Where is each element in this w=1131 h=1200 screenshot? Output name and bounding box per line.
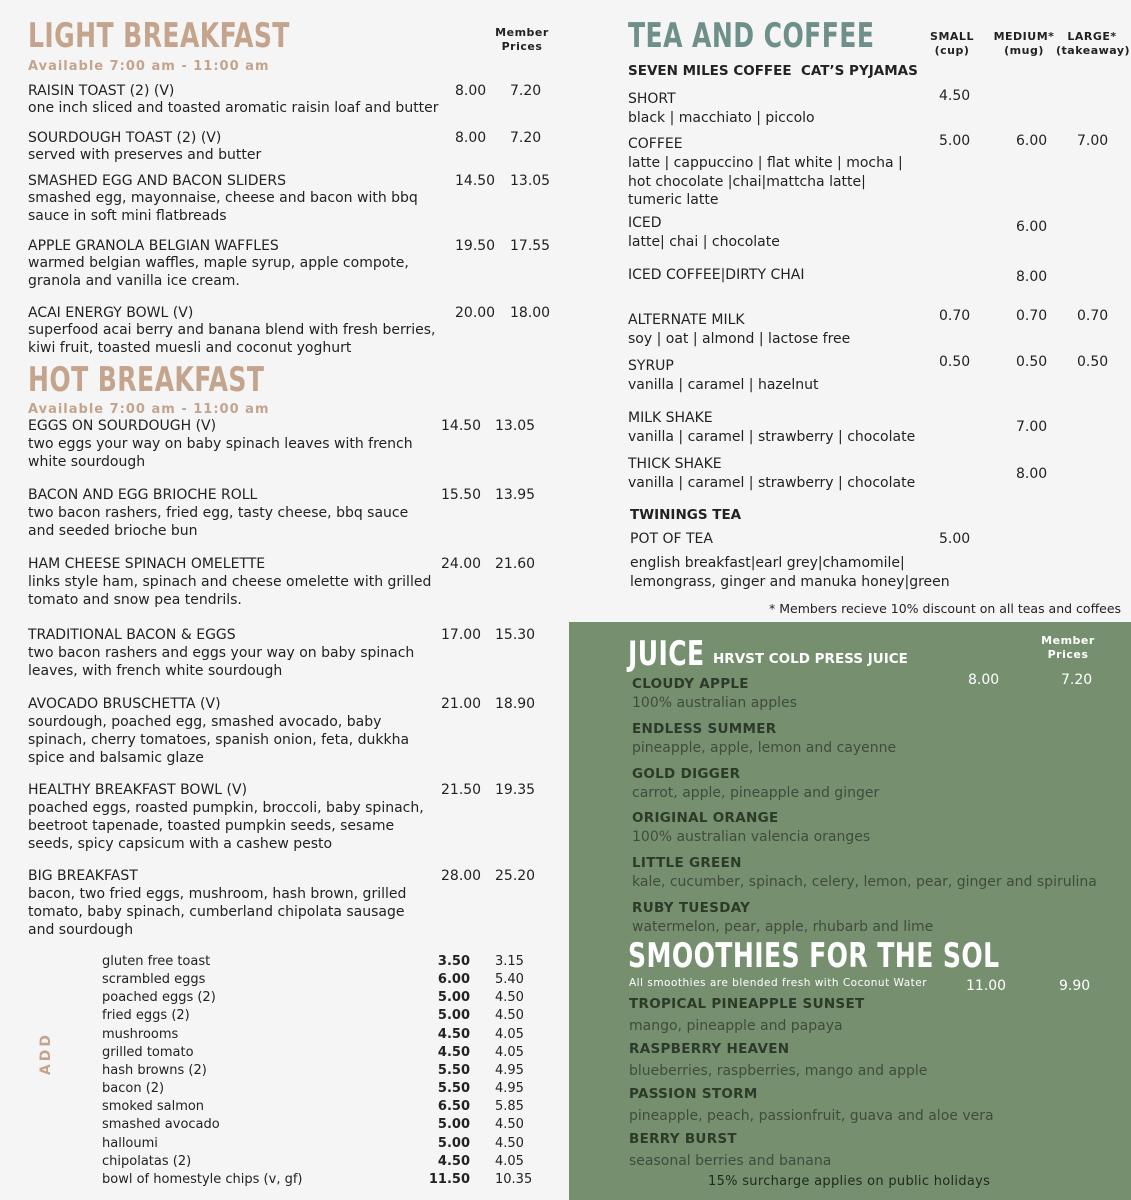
- drink-desc: soy | oat | almond | lactose free: [628, 331, 851, 347]
- menu-item-desc: smashed egg, mayonnaise, cheese and bacon with bbq: [28, 190, 418, 206]
- drink-desc: tumeric latte: [628, 192, 719, 208]
- add-on-member-price: 4.05: [495, 1026, 524, 1042]
- menu-item-name: APPLE GRANOLA BELGIAN WAFFLES: [28, 238, 279, 254]
- surcharge-note: 15% surcharge applies on public holidays: [708, 1174, 991, 1189]
- menu-item-name: SMASHED EGG AND BACON SLIDERS: [28, 173, 287, 189]
- drink-desc: latte | cappuccino | flat white | mocha |: [628, 155, 903, 171]
- tea-coffee-title: TEA AND COFFEE: [628, 16, 875, 56]
- juice-title: JUICE: [628, 634, 705, 674]
- add-on-name: hash browns (2): [102, 1062, 207, 1078]
- menu-item-price: 21.00: [441, 696, 482, 712]
- drink-name: SHORT: [628, 91, 676, 107]
- juice-desc: 100% australian apples: [632, 695, 797, 711]
- member-prices-header: Member Prices: [495, 26, 549, 53]
- menu-item-desc: and sourdough: [28, 922, 134, 939]
- twinings-tea-header: TWININGS TEA: [630, 507, 742, 523]
- menu-item-desc: white sourdough: [28, 454, 146, 471]
- menu-item-price: 8.00: [455, 83, 487, 99]
- smoothies-note: All smoothies are blended fresh with Coconut Water: [629, 977, 928, 989]
- add-on-name: chipolatas (2): [102, 1153, 192, 1169]
- add-on-name: scrambled eggs: [102, 972, 206, 988]
- menu-item-price: 20.00: [455, 305, 496, 321]
- menu-item-price: 17.00: [441, 627, 482, 643]
- menu-item-price: 24.00: [441, 556, 482, 572]
- drink-price-medium: 7.00: [1016, 419, 1048, 435]
- add-on-price: 5.00: [437, 1008, 470, 1024]
- menu-item-member-price: 19.35: [495, 782, 536, 798]
- pot-of-tea-desc-1: english breakfast|earl grey|chamomile|: [630, 555, 905, 571]
- menu-item-member-price: 7.20: [510, 83, 542, 99]
- juice-member-price: 7.20: [1061, 672, 1093, 688]
- drink-desc: latte| chai | chocolate: [628, 234, 780, 250]
- menu-item-desc: tomato and snow pea tendrils.: [28, 592, 242, 609]
- juice-member-prices-header: Member Prices: [1041, 634, 1095, 661]
- menu-item-desc: sourdough, poached egg, smashed avocado, baby: [28, 714, 382, 730]
- add-on-price: 5.00: [437, 1117, 470, 1133]
- add-on-price: 4.50: [437, 1153, 470, 1169]
- light-breakfast-hours: Available 7:00 am - 11:00 am: [28, 59, 270, 74]
- add-on-member-price: 4.50: [495, 1135, 524, 1151]
- smoothies-title: SMOOTHIES FOR THE SOL: [628, 936, 1000, 976]
- menu-item-name: EGGS ON SOURDOUGH (V): [28, 418, 217, 434]
- add-on-name: smoked salmon: [102, 1099, 205, 1115]
- menu-item-desc: spinach, cherry tomatoes, spanish onion, feta, dukkha: [28, 732, 410, 749]
- hot-breakfast-hours: Available 7:00 am - 11:00 am: [28, 402, 270, 417]
- add-on-name: smashed avocado: [102, 1117, 220, 1133]
- menu-item-price: 8.00: [455, 130, 487, 146]
- menu-item-name: SOURDOUGH TOAST (2) (V): [28, 130, 222, 146]
- menu-item-member-price: 15.30: [495, 627, 536, 643]
- add-on-member-price: 4.50: [495, 1117, 524, 1133]
- add-on-member-price: 5.40: [495, 972, 524, 988]
- add-on-price: 5.50: [437, 1081, 470, 1097]
- add-on-member-price: 5.85: [495, 1099, 524, 1115]
- juice-name: LITTLE GREEN: [632, 855, 742, 872]
- add-on-name: bacon (2): [102, 1081, 165, 1097]
- menu-item-desc: kiwi fruit, toasted muesli and coconut yoghurt: [28, 339, 352, 356]
- add-on-name: mushrooms: [102, 1026, 179, 1042]
- drink-desc: black | macchiato | piccolo: [628, 110, 815, 126]
- menu-item-price: 28.00: [441, 868, 482, 884]
- size-medium-header: MEDIUM* (mug): [993, 30, 1055, 57]
- menu-item-name: BACON AND EGG BRIOCHE ROLL: [28, 487, 258, 503]
- add-on-member-price: 3.15: [495, 954, 524, 969]
- smoothie-desc: pineapple, peach, passionfruit, guava and aloe vera: [629, 1108, 994, 1124]
- menu-item-desc: links style ham, spinach and cheese omelette with grilled: [28, 574, 432, 590]
- add-on-name: grilled tomato: [102, 1044, 194, 1060]
- pot-of-tea-price: 5.00: [939, 531, 971, 547]
- add-on-price: 6.00: [437, 972, 470, 988]
- menu-item-price: 14.50: [441, 418, 482, 434]
- juice-name: CLOUDY APPLE: [632, 676, 749, 692]
- hot-breakfast-title: HOT BREAKFAST: [28, 360, 265, 400]
- menu-item-name: TRADITIONAL BACON & EGGS: [28, 627, 236, 643]
- menu-item-desc: seeds, spicy capsicum with a cashew pesto: [28, 836, 333, 853]
- add-on-member-price: 4.50: [495, 990, 524, 1006]
- drink-price-medium: 6.00: [1016, 133, 1048, 149]
- menu-item-member-price: 13.95: [495, 487, 536, 503]
- add-on-name: fried eggs (2): [102, 1008, 190, 1024]
- drink-price-small: 5.00: [939, 133, 971, 149]
- juice-desc: 100% australian valencia oranges: [632, 829, 871, 846]
- smoothie-price: 11.00: [966, 978, 1007, 994]
- add-on-price: 11.50: [428, 1171, 470, 1187]
- add-on-name: halloumi: [102, 1135, 158, 1151]
- juice-desc: carrot, apple, pineapple and ginger: [632, 784, 880, 801]
- add-label: ADD: [38, 1032, 54, 1076]
- menu-item-name: HEALTHY BREAKFAST BOWL (V): [28, 782, 248, 798]
- drink-desc: vanilla | caramel | hazelnut: [628, 377, 819, 393]
- menu-item-price: 21.50: [441, 782, 482, 798]
- menu-item-desc: and seeded brioche bun: [28, 523, 198, 540]
- menu-item-desc: two bacon rashers, fried egg, tasty cheese, bbq sauce: [28, 505, 409, 521]
- pot-of-tea-name: POT OF TEA: [630, 531, 713, 547]
- menu-item-desc: beetroot tapenade, toasted pumpkin seeds, sesame: [28, 818, 395, 835]
- menu-item-desc: spice and balsamic glaze: [28, 750, 204, 767]
- menu-item-name: BIG BREAKFAST: [28, 868, 138, 884]
- smoothie-member-price: 9.90: [1059, 978, 1091, 994]
- menu-item-price: 15.50: [441, 487, 482, 503]
- add-on-name: bowl of homestyle chips (v, gf): [102, 1171, 303, 1187]
- menu-item-member-price: 13.05: [510, 173, 551, 189]
- add-on-price: 5.00: [437, 990, 470, 1006]
- smoothie-name: PASSION STORM: [629, 1086, 758, 1102]
- smoothie-name: BERRY BURST: [629, 1131, 737, 1147]
- menu-item-member-price: 25.20: [495, 868, 536, 884]
- smoothie-name: RASPBERRY HEAVEN: [629, 1041, 790, 1057]
- add-on-price: 6.50: [437, 1099, 470, 1115]
- drink-price-large: 0.50: [1077, 354, 1109, 370]
- add-on-name: poached eggs (2): [102, 990, 216, 1006]
- menu-item-desc: leaves, with french white sourdough: [28, 663, 283, 680]
- juice-desc: kale, cucumber, spinach, celery, lemon, pear, ginger and spirulina: [632, 874, 1097, 891]
- menu-item-desc: warmed belgian waffles, maple syrup, apple compote,: [28, 255, 409, 271]
- juice-name: GOLD DIGGER: [632, 765, 741, 782]
- add-on-member-price: 4.05: [495, 1044, 524, 1060]
- menu-item-name: AVOCADO BRUSCHETTA (V): [28, 696, 221, 712]
- add-on-price: 3.50: [437, 954, 470, 969]
- drink-price-medium: 6.00: [1016, 219, 1048, 235]
- menu-item-desc: granola and vanilla ice cream.: [28, 272, 240, 289]
- menu-item-member-price: 7.20: [510, 130, 542, 146]
- add-on-price: 4.50: [437, 1044, 470, 1060]
- menu-item-member-price: 18.90: [495, 696, 536, 712]
- drink-name: ICED: [628, 215, 662, 231]
- menu-item-member-price: 17.55: [510, 238, 551, 254]
- menu-item-price: 14.50: [455, 173, 496, 189]
- add-on-member-price: 10.35: [495, 1171, 533, 1187]
- drink-name: ICED COFFEE|DIRTY CHAI: [628, 267, 805, 283]
- add-on-member-price: 4.50: [495, 1008, 524, 1024]
- menu-item-name: HAM CHEESE SPINACH OMELETTE: [28, 556, 266, 572]
- add-on-price: 4.50: [437, 1026, 470, 1042]
- menu-item-member-price: 13.05: [495, 418, 536, 434]
- smoothie-desc: seasonal berries and banana: [629, 1153, 832, 1169]
- menu-item-name: ACAI ENERGY BOWL (V): [28, 305, 194, 321]
- drink-desc: vanilla | caramel | strawberry | chocolate: [628, 475, 916, 491]
- juice-subtitle: HRVST COLD PRESS JUICE: [713, 651, 908, 667]
- menu-item-desc: one inch sliced and toasted aromatic raisin loaf and butter: [28, 100, 439, 116]
- drink-name: MILK SHAKE: [628, 410, 713, 426]
- menu-item-desc: two eggs your way on baby spinach leaves with french: [28, 436, 413, 452]
- drink-price-small: 0.70: [939, 308, 971, 324]
- add-on-member-price: 4.05: [495, 1153, 524, 1169]
- drink-name: ALTERNATE MILK: [628, 312, 745, 328]
- menu-item-desc: sauce in soft mini flatbreads: [28, 207, 227, 224]
- menu-item-desc: tomato, baby spinach, cumberland chipolata sausage: [28, 904, 405, 921]
- size-small-header: SMALL (cup): [930, 30, 974, 57]
- pot-of-tea-desc-2: lemongrass, ginger and manuka honey|green: [630, 574, 950, 590]
- drink-price-medium: 8.00: [1016, 269, 1048, 285]
- add-on-price: 5.00: [437, 1135, 470, 1151]
- drink-price-small: 0.50: [939, 354, 971, 370]
- menu-item-desc: poached eggs, roasted pumpkin, broccoli, baby spinach,: [28, 800, 424, 816]
- menu-item-desc: served with preserves and butter: [28, 147, 262, 163]
- juice-price: 8.00: [968, 672, 1000, 688]
- drink-name: SYRUP: [628, 358, 674, 374]
- menu-item-desc: superfood acai berry and banana blend with fresh berries,: [28, 322, 436, 338]
- drink-desc: vanilla | caramel | strawberry | chocolate: [628, 429, 916, 445]
- menu-item-desc: two bacon rashers and eggs your way on baby spinach: [28, 645, 415, 661]
- juice-desc: pineapple, apple, lemon and cayenne: [632, 739, 897, 756]
- drink-desc: hot chocolate |chai|mattcha latte|: [628, 173, 866, 190]
- menu-item-name: RAISIN TOAST (2) (V): [28, 83, 175, 99]
- drink-name: THICK SHAKE: [628, 456, 722, 472]
- size-large-header: LARGE* (takeaway): [1056, 30, 1131, 57]
- smoothie-desc: blueberries, raspberries, mango and apple: [629, 1063, 928, 1079]
- drink-name: COFFEE: [628, 136, 683, 152]
- drink-price-large: 7.00: [1077, 133, 1109, 149]
- add-on-member-price: 4.95: [495, 1081, 524, 1097]
- drink-price-medium: 0.50: [1016, 354, 1048, 370]
- juice-name: RUBY TUESDAY: [632, 900, 751, 916]
- juice-name: ENDLESS SUMMER: [632, 720, 777, 737]
- smoothie-desc: mango, pineapple and papaya: [629, 1018, 843, 1034]
- drink-price-medium: 0.70: [1016, 308, 1048, 324]
- juice-desc: watermelon, pear, apple, rhubarb and lime: [632, 919, 934, 935]
- juice-name: ORIGINAL ORANGE: [632, 810, 779, 827]
- menu-item-member-price: 18.00: [510, 305, 551, 321]
- add-on-name: gluten free toast: [102, 954, 211, 969]
- smoothie-name: TROPICAL PINEAPPLE SUNSET: [629, 996, 865, 1012]
- drink-price-medium: 8.00: [1016, 466, 1048, 482]
- member-discount-note: * Members recieve 10% discount on all teas and coffees: [769, 601, 1122, 616]
- drink-price-large: 0.70: [1077, 308, 1109, 324]
- add-on-price: 5.50: [437, 1062, 470, 1078]
- menu-item-price: 19.50: [455, 238, 496, 254]
- add-on-member-price: 4.95: [495, 1062, 524, 1078]
- menu-item-desc: bacon, two fried eggs, mushroom, hash brown, grilled: [28, 886, 407, 902]
- light-breakfast-title: LIGHT BREAKFAST: [28, 16, 290, 56]
- drink-price-small: 4.50: [939, 88, 971, 104]
- coffee-brand-subtitle: SEVEN MILES COFFEE CAT’S PYJAMAS: [628, 63, 918, 79]
- menu-item-member-price: 21.60: [495, 556, 536, 572]
